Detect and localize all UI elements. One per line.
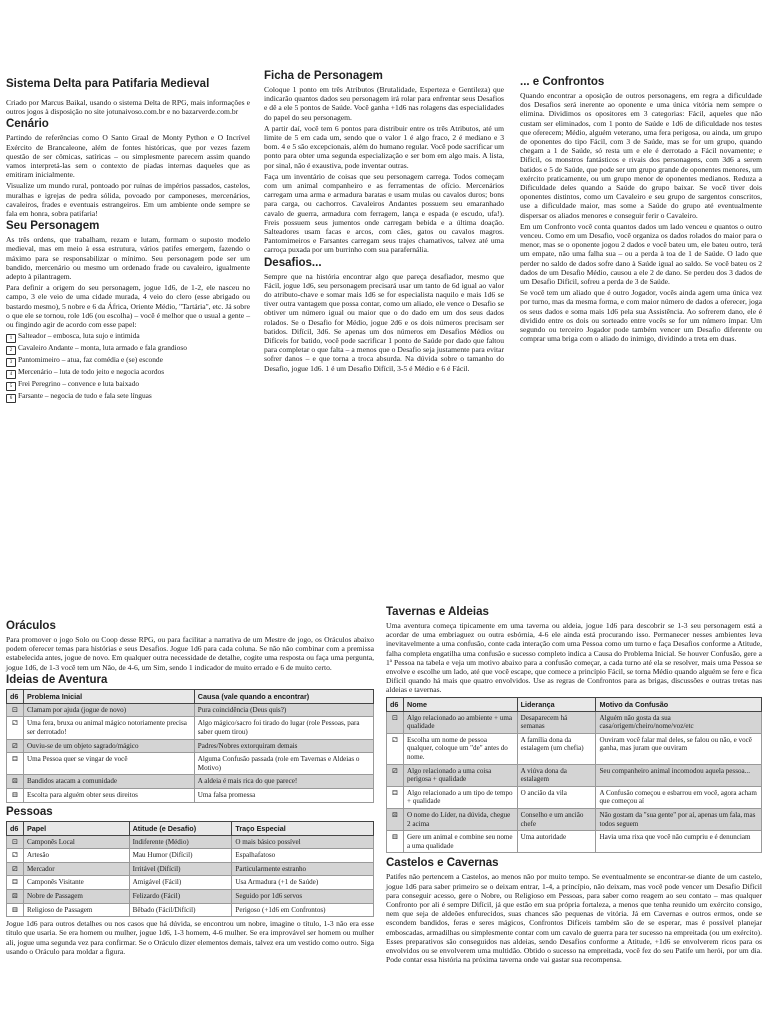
table-row: ⚁ Uma fera, bruxa ou animal mágico notoriamente precisa ser derrotado! Algo mágico/sacro foi tirado do lugar (role Pessoas, para saber quem tirou) [7, 717, 374, 739]
middle-column [264, 70, 504, 375]
role-list [6, 331, 250, 403]
table-row: ⚂ Algo relacionado a uma coisa perigosa + qualidade A viúva dona da estalagem Seu companheiro animal incomodou aquela pessoa... [387, 764, 762, 786]
role-item: 2 Cavaleiro Andante – monta, luta armado e fala grandioso [6, 343, 250, 355]
ideias-table [6, 689, 374, 803]
die-icon: ⚄ [387, 808, 404, 830]
table-row: ⚂ Mercador Irritável (Difícil) Particularmente estranho [7, 862, 374, 876]
die-icon: ⚂ [7, 739, 24, 753]
ficha-text-3: Faça um inventário de coisas que seu personagem carrega. Todos começam com um animal companheiro e as ferramentas de ofício. Mercenários carregam uma arma e armadura baratas e usam mulas ou cavalos duros; bons para carga, ou cachorros. Cavaleiros Andantes possuem seu emaranhado cavalo de guerra, armadura com ferragem, lança e espada (e escudo, ufa!). Freis possuem seus jumentos onde carregam bebida e a última doação. Salteadores usam facas e arcos, com cães, gatos ou cavalos magros. Pantomimeiros e Farsantes carregam seus trajes chamativos, talvez até uma carroça puxada por um burrinho com sua parafernália. [264, 171, 504, 255]
die-icon: ⚅ [7, 788, 24, 802]
die-icon: ⚅ [7, 903, 24, 917]
die-icon: 6 [6, 394, 16, 403]
tavernas-section [386, 606, 762, 966]
table-header: d6 [7, 689, 24, 703]
tavernas-table [386, 697, 762, 854]
die-icon: ⚃ [7, 876, 24, 890]
oracle-section [6, 620, 374, 958]
castelos-text: Patifes não pertencem a Castelos, ao menos não por muito tempo. Se eventualmente se encontrar-se diante de um castelo, jogue 1d6 para saber primeiro se o deixam entrar, 1-4, a princípio, não deixam, mas você pode vencer um Desafio Difícil para conseguir acesso, gere o Nobre, ou Religioso em Pessoas, para saber como reagem ao seu contato – mas qualquer Confronto por ali é sempre Difícil, já que estão em sua própria fortaleza, a menos que tenha reunido um exército consigo, nem que seja de aldeões enfurecidos, suas chances são pequenas de vitória. Já em Cavernas e outros ermos, onde se escondem bandidos, feras e seres mágicos, Confrontos Difíceis também são de se esperar, mas é possível planejar emboscadas, armadilhas ou simplesmente contar com um cavalo de guerra para ter sucesso na empreitada (ou um exército). Esses preparativos são conseguidos nas aldeias, sendo Desafios conforme a Atitude, +1d6 se envolverem ricos para os envolvidos ou se envolverem uma multidão. Obtido o sucesso na empreitada, você fez do seu Patife um herói, por um dia. Pode contar essa história na próxima taverna onde vai gastar sua recompensa. [386, 872, 762, 965]
desafios-title: Desafios... [264, 256, 322, 269]
cenario-text-2: Visualize um mundo rural, pontoado por ruínas de impérios passados, castelos, muralhas e igrejas de pedra sólida, povoado por camponeses, mercenários, cavaleiros, frades e eventuais estrangeiros. Em um ambiente onde sempre se fala em honra, sobra patifaria! [6, 181, 250, 219]
ideias-title: Ideias de Aventura [6, 673, 108, 686]
die-icon: ⚀ [7, 835, 24, 849]
table-header: Causa (vale quando a encontrar) [194, 689, 373, 703]
die-icon: ⚀ [387, 711, 404, 733]
table-row: ⚄ O nome do Líder, na dúvida, chegue 2 acima Conselho e um ancião chefe Não gostam da "sua gente" por aí, apenas um fala, mas todos seguem [387, 808, 762, 830]
die-icon: 1 [6, 334, 16, 343]
table-header: Traço Especial [232, 821, 374, 835]
tavernas-text: Uma aventura começa tipicamente em uma taverna ou aldeia, jogue 1d6 para descobrir se 1-3 seu personagem está a acordar de uma embriaguez ou outra esbórnia, 4-6 ele ainda está procurando isso. Permanecer nesses ambientes leva inevitavelmente a uma confusão, conte cada interação com uma Pessoa como um turno e faça Desafios conforme a Atitude, falha completa engatilha uma confusão e sucesso completo indica a Causa do Problema Inicial. Se houver Confusão, gere a 1ª Pessoa na tabela e veja um motivo abaixo para a confusão começar, a cada turno até ela se resolver, mais uma Pessoa se envolve e escolhe um lado, até que você escape, que comece a princípio Fácil, se torna Médio quando alguém se fere e fica Difícil quando há mais que quatro envolvidos. Use as regras de Confrontos para as brigas, discussões e outras tretas nas aldeias e tavernas. [386, 621, 762, 695]
tavernas-title: Tavernas e Aldeias [386, 606, 489, 618]
castelos-title: Castelos e Cavernas [386, 857, 499, 870]
die-icon: ⚄ [7, 775, 24, 789]
oraculos-text: Para promover o jogo Solo ou Coop desse RPG, ou para facilitar a narrativa de um Mestre de jogo, os Oráculos abaixo podem oferecer temas para histórias e seus Desafios. Jogue 1d6 para cada coluna. Se não não combinar com a premissa estabelecida antes, jogue de novo. Em qualquer outra necessidade de detalhe, cogite uma resposta ou faça uma pergunta, jogue 1d6, de 1-3 você tem um Não, de 4-6, um Sim, sendo 1 indicador de muito errado e 6 de muito certo. [6, 635, 374, 672]
table-header: Motivo da Confusão [596, 697, 762, 711]
ficha-title: Ficha de Personagem [264, 70, 383, 82]
die-icon: ⚁ [7, 849, 24, 863]
personagem-text: As três ordens, que trabalham, rezam e lutam, formam o suposto modelo medieval, mas em meio à essa estrutura, vários patifes emergem, fazendo o máximo para se responsabilizar o mínimo. Seu personagem pode ser um bandido, mercenário ou mesmo um ordenado frade ou cavaleiro, igualmente adepto à pilantragem. [6, 235, 250, 282]
confrontos-text-3: Se você tem um aliado que é outro Jogador, vocês ainda agem uma única vez por turno, mas da mesma forma, e com maior número de dados a oferecer, joga os seus dados e soma mais 1d6 pela sua Assistência. Ao sofrerem dano, ele é dividido entre os dois ou sorteado entre vocês se for um número ímpar. Um segundo ou terceiro Jogador pode também vencer um Desafio diferente ou comprar uma briga com o aliado do inimigo, dividindo a treta em duas. [520, 288, 762, 344]
pessoas-footer: Jogue 1d6 para outros detalhes ou nos casos que há dúvida, se encontrou um nobre, imagine o título, 1-3 não era esse título que usaria. Se era homem ou mulher, jogue 1d6, 1-3 homem, 4-6 mulher. Se era improvável ser homem ou mulher ali, jogue uma segunda vez para confirmar. Se o Oráculo dizer elementos demais, talvez era um vestido como outro. Siga usando o Oráculo para moldar a figura. [6, 919, 374, 956]
ficha-text-2: A partir daí, você tem 6 pontos para distribuir entre os três Atributos, até um limite de 5 em cada um, sendo que o valor 1 é algo fraco, 2 é mediano e 3 bom. 4 e 5 são excepcionais, além do humano regular. Você pode sacrificar um ponto para obter uma segunda especialização e ser bom em algo mais. A lista, por sinal, não é exaustiva, pode inventar outras. [264, 123, 504, 170]
pessoas-table [6, 821, 374, 918]
role-item: 6 Farsante – negocia de tudo e fala sete línguas [6, 391, 250, 403]
role-item: 5 Frei Peregrino – convence e luta baixado [6, 379, 250, 391]
die-icon: ⚅ [387, 831, 404, 853]
die-icon: ⚀ [7, 703, 24, 717]
table-row: ⚅ Gere um animal e combine seu nome a uma qualidade Uma autoridade Havia uma rixa que você não cumpriu e é denunciam [387, 831, 762, 853]
die-icon: ⚁ [7, 717, 24, 739]
personagem-text-2: Para definir a origem do seu personagem, jogue 1d6, de 1-2, ele nasceu no campo, 3 ele veio de uma cidade murada, 4 veio do clero (esse abrigado ou bastardo mesmo), 5 nobre e 6 da África, Oriente Médio, "Tartária", etc. Já sobre o que ele se tornou, role 1d6 (ou escolha) – você é melhor que o usual a gente – ou fingindo agir de acordo com esse papel: [6, 283, 250, 330]
die-icon: ⚄ [7, 889, 24, 903]
confrontos-title: ... e Confrontos [520, 76, 605, 88]
die-icon: 4 [6, 370, 16, 379]
table-row: ⚀ Clamam por ajuda (jogue de novo) Pura coincidência (Deus quis?) [7, 703, 374, 717]
table-header: d6 [7, 821, 24, 835]
die-icon: 5 [6, 382, 16, 391]
table-header: Atitude (e Desafio) [129, 821, 232, 835]
table-row: ⚂ Ouviu-se de um objeto sagrado/mágico Padres/Nobres extorquiram demais [7, 739, 374, 753]
table-row: ⚃ Camponês Visitante Amigável (Fácil) Usa Armadura (+1 de Saúde) [7, 876, 374, 890]
cenario-title: Cenário [6, 118, 49, 131]
pessoas-title: Pessoas [6, 805, 53, 818]
role-item: 3 Pantomimeiro – atua, faz comédia e (se) esconde [6, 355, 250, 367]
confrontos-text: Quando encontrar a oposição de outros personagens, em regra a dificuldade dos Desafios será inerente ao oponente e uma única vitória nem sempre o elimina. Dividimos os opositores em 3 categorias: Fácil, aqueles que não custam ser eliminados, com 1 ponto de Saúde e 1d6 de dificuldade nos testes que oferecem; Médio, alguém veterano, uma fera perigosa, ou ainda, um grupo de oponentes do tipo Fácil, com 3 de Saúde, mas se for um grupo, quando chegam a 1 de Saúde, só resta um e ele é derrotado a Fácil novamente; e Difícil, os monstros fantásticos e rivais dos personagens, com 3d6 a serem batidos e 5 de Saúde, que pode ser um grupo grande de oponentes menores, um exército praticamente, ou um grupo menor de oponentes medianos. Reduza a Dificuldade deles quando a Saúde do grupo baixar. Se você tiver dois oponentes distintos, como um Cavaleiro e seu grupo de sargentos conscritos, use a dificuldade maior, mas some a Saúde do grupo até eventualmente dispersar os aliados menores e conseguir ferir o Cavaleiro. [520, 91, 762, 220]
table-header: Liderança [517, 697, 596, 711]
die-icon: 2 [6, 346, 16, 355]
table-row: ⚅ Escolta para alguém obter seus direitos Uma falsa promessa [7, 788, 374, 802]
table-row: ⚁ Escolha um nome de pessoa qualquer, coloque um "de" antes do nome. A família dona da estalagem (um chefia) Ouviram você falar mal deles, se falou ou não, e você ganha, mas juram que ouviram [387, 733, 762, 764]
ficha-text: Coloque 1 ponto em três Atributos (Brutalidade, Esperteza e Gentileza) que indicarão quantos dados seu personagem irá rolar para enfrentar seus Desafios e dê a ele 5 pontos de Saúde. Você ganha +1d6 nas rolagens das especialidades do papel do seu personagem. [264, 85, 504, 122]
role-item: 1 Salteador – embosca, luta sujo e intimida [6, 331, 250, 343]
table-row: ⚄ Bandidos atacam a comunidade A aldeia é mais rica do que parece! [7, 775, 374, 789]
cenario-text: Partindo de referências como O Santo Graal de Monty Python e O Incrível Exército de Brancaleone, além de fontes históricas, que por vezes fazem questão de ser cômicas, satíricas – ou simplesmente parecem assim quando vamos interpretá-las sem o contexto de piadas internas daqueles que as emitiram inicialmente. [6, 133, 250, 180]
table-row: ⚁ Artesão Mau Humor (Difícil) Espalhafatoso [7, 849, 374, 863]
table-header: d6 [387, 697, 404, 711]
role-item: 4 Mercenário – luta de todo jeito e negocia acordos [6, 367, 250, 379]
die-icon: 3 [6, 358, 16, 367]
table-header: Papel [24, 821, 130, 835]
right-column [520, 76, 762, 345]
table-row: ⚄ Nobre de Passagem Felizardo (Fácil) Seguido por 1d6 servos [7, 889, 374, 903]
table-row: ⚃ Algo relacionado a um tipo de tempo + qualidade O ancião da vila A Confusão começou e esbarrou em você, agora acham que começou aí [387, 786, 762, 808]
table-header: Nome [404, 697, 518, 711]
personagem-title: Seu Personagem [6, 220, 100, 233]
delta-title: Sistema Delta para Patifaria Medieval [6, 78, 210, 90]
die-icon: ⚂ [387, 764, 404, 786]
die-icon: ⚁ [387, 733, 404, 764]
die-icon: ⚃ [387, 786, 404, 808]
table-row: ⚃ Uma Pessoa quer se vingar de você Alguma Confusão passada (role em Tavernas e Aldeias o Motivo) [7, 753, 374, 775]
table-header: Problema Inicial [24, 689, 195, 703]
left-column [6, 78, 250, 405]
die-icon: ⚂ [7, 862, 24, 876]
die-icon: ⚃ [7, 753, 24, 775]
delta-text: Criado por Marcus Baikal, usando o sistema Delta de RPG, mais informações e outros jogos à disposição no site jotunaivoso.com.br e no bazarverde.com.br [6, 98, 250, 117]
oraculos-title: Oráculos [6, 620, 56, 632]
table-row: ⚅ Religioso de Passagem Bêbado (Fácil/Difícil) Perigoso (+1d6 em Confrontos) [7, 903, 374, 917]
table-row: ⚀ Algo relacionado ao ambiente + uma qualidade Desaparecem há semanas Alguém não gosta da sua casa/origem/cheiro/nome/voz/etc [387, 711, 762, 733]
confrontos-text-2: Em um Confronto você conta quantos dados um lado venceu e quantos o outro venceu. Como em um Desafio, você organiza os dados rolados do maior para o menor, mas se o oponente jogou 2 dados e você bateu um, ele bateu outro, terá um empate, não uma falha sua – ou a perda à toa de 1 de Saúde. O lado que perder no saldo de dados sofre dano à Saúde igual ao saldo. Se você bateu os 2 dados de um Desafio Médio, causou a ele 2 de dano. Se perdeu dos 3 dados de um Desafio Difícil, sofreu a perda de 3 de Saúde. [520, 221, 762, 287]
table-row: ⚀ Camponês Local Indiferente (Médio) O mais básico possível [7, 835, 374, 849]
desafios-text: Sempre que na história encontrar algo que pareça desafiador, mesmo que Fácil, jogue 1d6, seu personagem precisará usar um tanto de 6d igual ao valor do atributo-chave e somar mais 1d6 se for especialista naquilo e mais 1d6 se tiver outra vantagem que possa contar, como um aliado, ele vence o Desafio se obtiver um número igual ou maior que o do dado em um dos seus dados rolados. Se o Desafio for Médio, jogue 2d6 e os dois números precisam ser batidos. Difícil, 3d6. Se apenas um dos números em Desafios Médios ou Difíceis for batido, você pode sacrificar 1 ponto de Saúde por dado que faltou para completar o que falta – a menos que o Desafio seja justamente para evitar sofrer danos – e que torna a troca absurda. Na dúvida sobre o tamanho do Desafio, jogue 1d6. 1 é um Desafio Difícil, 3-5 é Médio e 6 é Fácil. [264, 271, 504, 373]
